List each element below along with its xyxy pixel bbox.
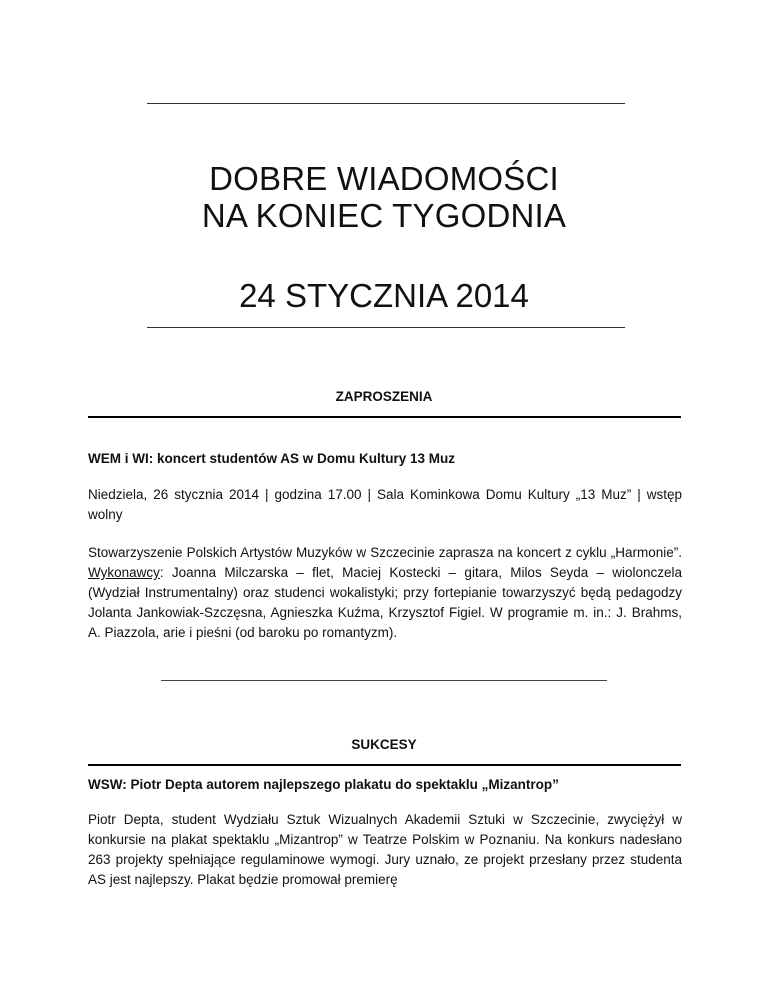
article-body-successes: Piotr Depta, student Wydziału Sztuk Wizualnych Akademii Sztuki w Szczecinie, zwyciężył w konkursie na plakat spektaklu „Mizantrop” w Teatrze Polskim w Poznaniu. Na konkurs nadesłano 263 projekty spełniające regulaminowe wymogi. Jury uznało, ze projekt przesłany przez studenta AS jest najlepszy. Plakat będzie promował premierę [88,812,682,887]
top-divider [147,103,625,104]
body-text-rest: : Joanna Milczarska – flet, Maciej Kostecki – gitara, Milos Seyda – wiolonczela (Wydział Instrumentalny) oraz studenci wokalistyki; przy fortepianie towarzyszyć będą pedagodzy Jolanta Jankowiak-Szczęsna, Agnieszka Kuźma, Krzysztof Figiel. W programie m. in.: J. Brahms, A. Piazzola, arie i pieśni (od baroku po romantyzm). [88,565,682,640]
section-separator [161,680,607,681]
newsletter-date: 24 STYCZNIA 2014 [239,277,529,314]
date-divider [147,327,625,328]
section-rule-invitations [88,416,681,418]
title-line-1: DOBRE WIADOMOŚCI [209,160,559,197]
section-rule-successes [88,764,681,766]
section-heading-invitations: ZAPROSZENIA [335,389,433,404]
article-title-successes: WSW: Piotr Depta autorem najlepszego plakatu do spektaklu „Mizantrop” [88,777,559,792]
performers-label: Wykonawcy [88,565,160,580]
title-line-2: NA KONIEC TYGODNIA [201,197,567,234]
section-heading-successes: SUKCESY [351,737,417,752]
article-body-invitations [88,543,682,643]
article-title-invitations: WEM i WI: koncert studentów AS w Domu Kultury 13 Muz [88,451,456,466]
event-details: Niedziela, 26 stycznia 2014 | godzina 17.00 | Sala Kominkowa Domu Kultury „13 Muz” | wstęp wolny [88,487,682,522]
body-text-start: Stowarzyszenie Polskich Artystów Muzyków w Szczecinie zaprasza na koncert z cyklu „Harmonie”. [88,545,682,560]
newsletter-title [0,160,768,234]
